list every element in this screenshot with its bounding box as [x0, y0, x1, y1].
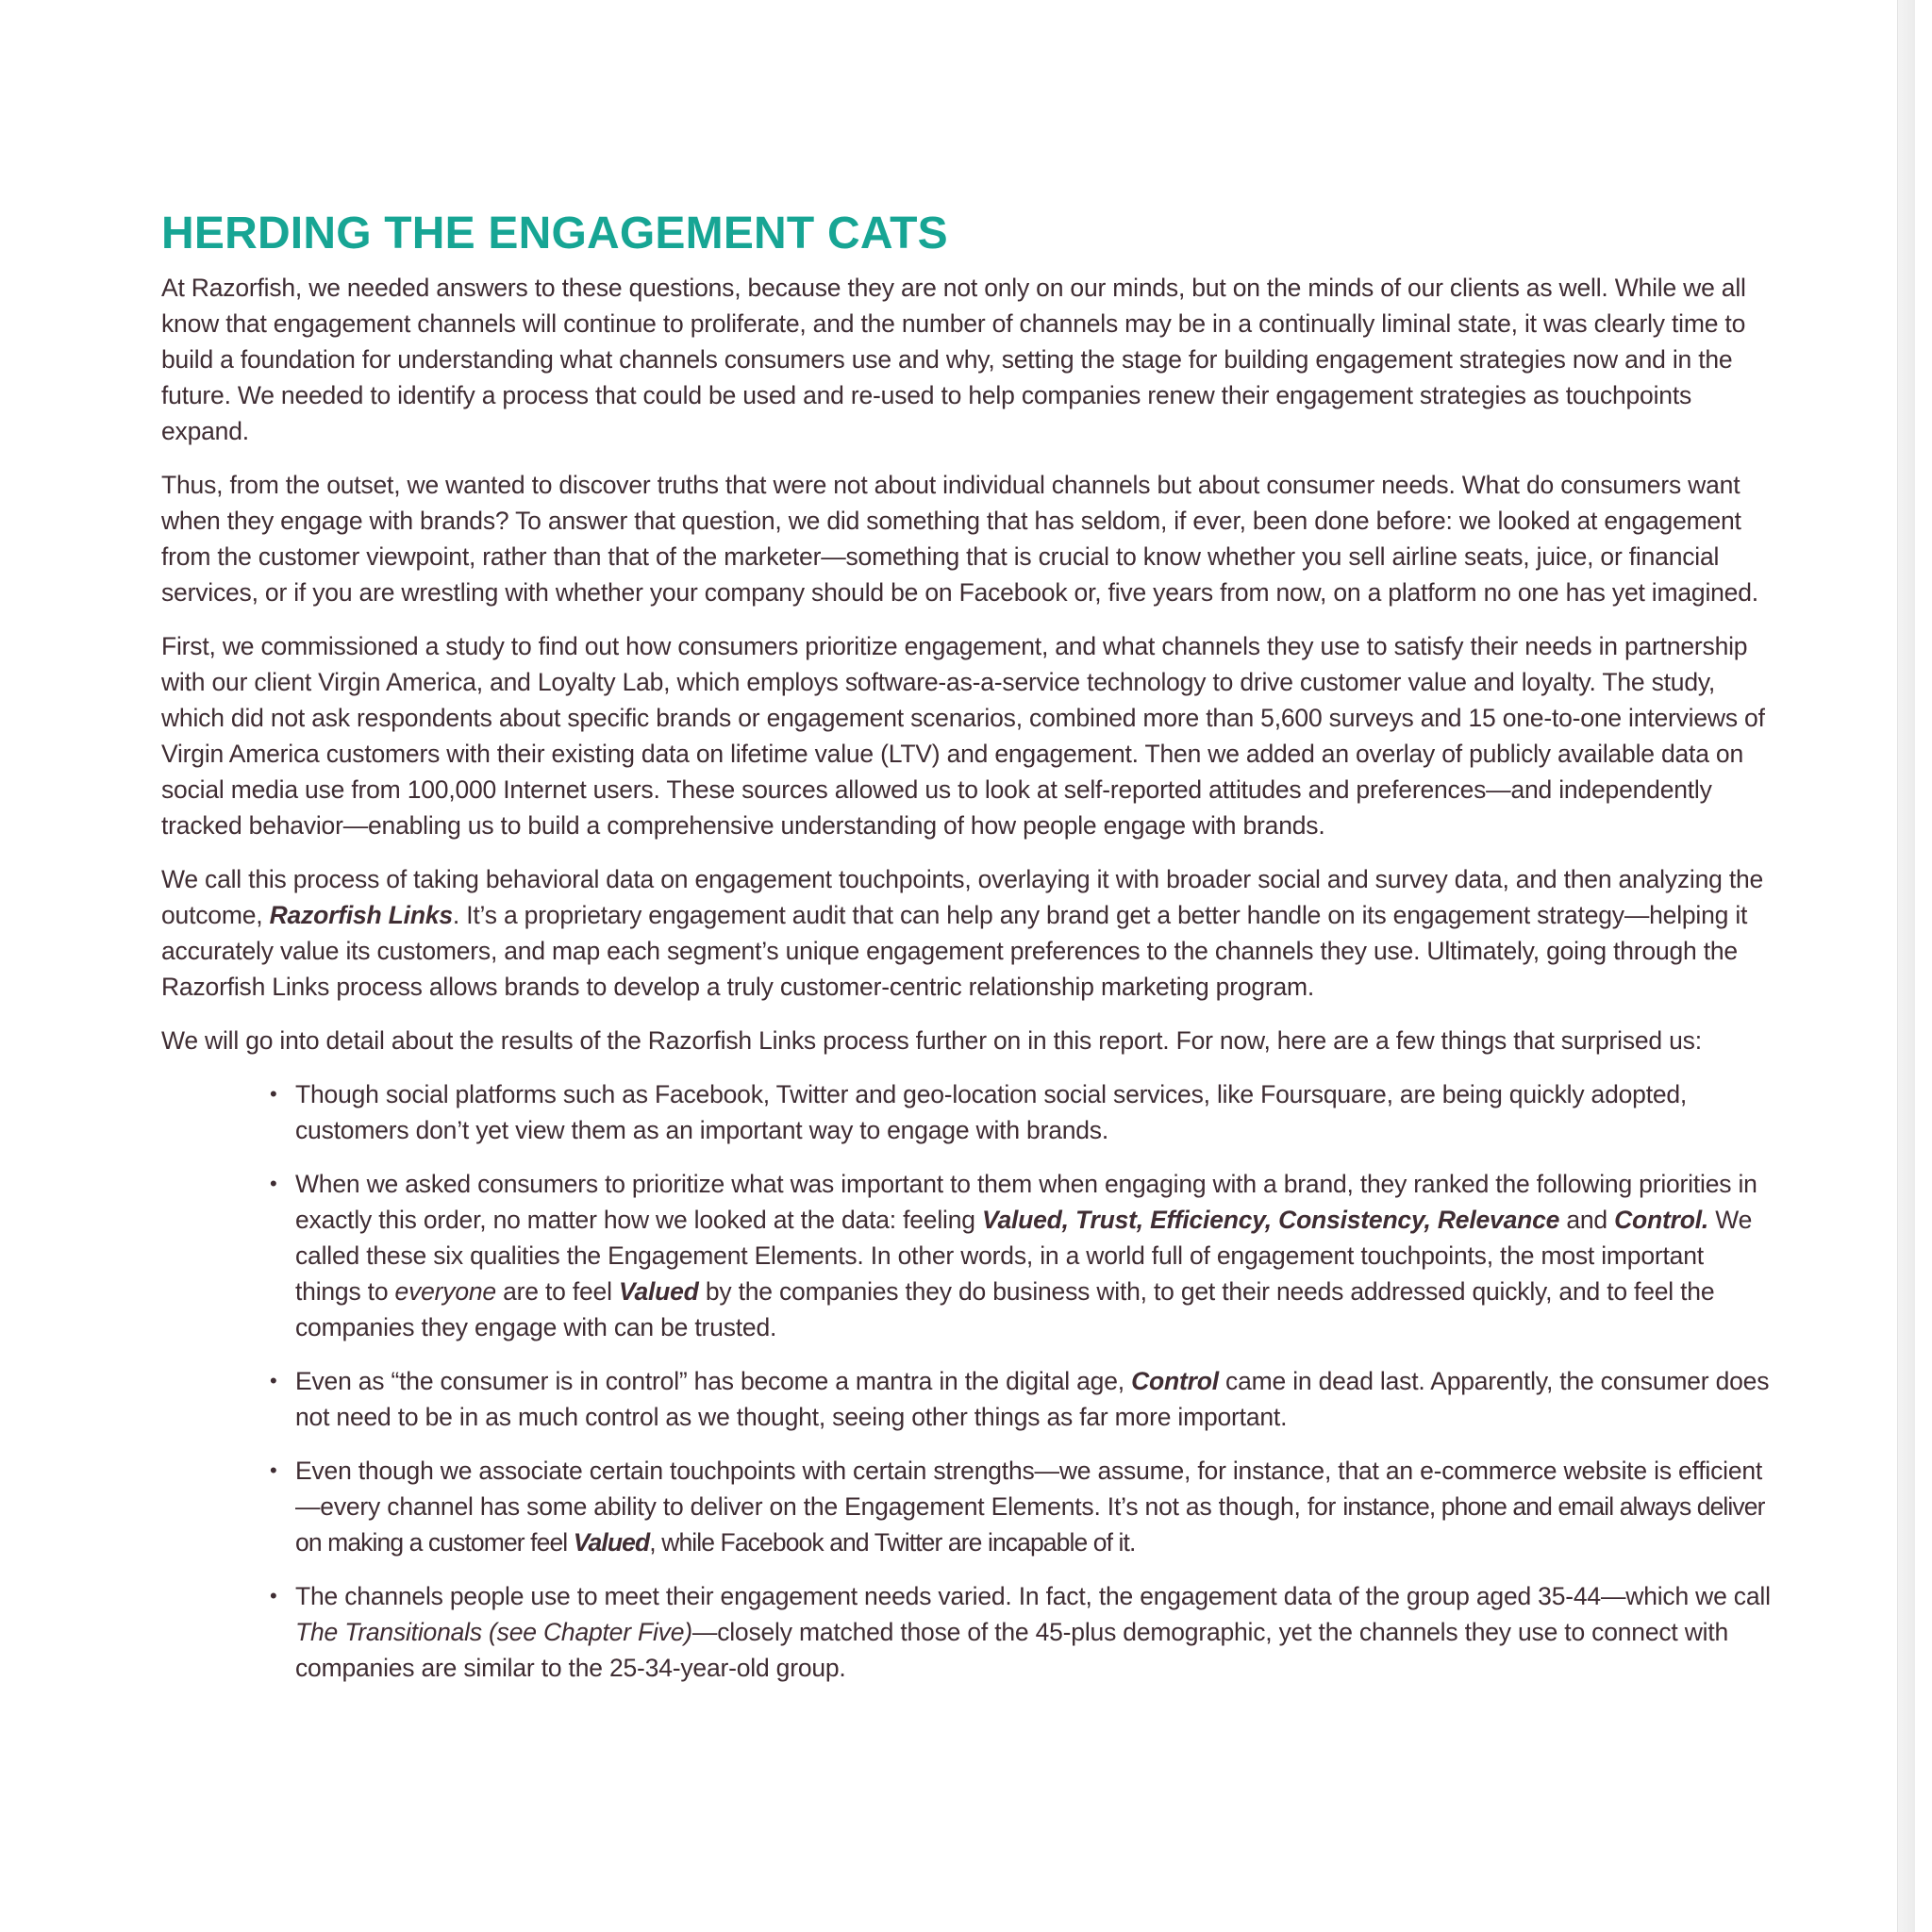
text-run: are to feel [495, 1277, 619, 1306]
list-item-text: Though social platforms such as Facebook, Twitter and geo-location social services, like Foursquare, are being quickly adopted, customers don’t yet view them as an important way to engage with brands. [295, 1080, 1688, 1144]
text-run: by the companies they do business with, to get their needs addressed quickly, and to feel the companies they engage with can be trusted. [295, 1277, 1715, 1341]
text-run: We call this process of taking behavioral data on engagement touchpoints, overlaying it with broader social and survey data, and then analyzing the outcome, [161, 865, 1764, 929]
list-item [270, 1453, 1774, 1560]
page-edge [1897, 0, 1915, 1932]
bullet-marker: • [270, 1082, 277, 1106]
emphasis-everyone: everyone [394, 1277, 496, 1306]
bullet-marker: • [270, 1458, 277, 1482]
bullet-marker: • [270, 1584, 277, 1607]
text-run: Even as “the consumer is in control” has become a mantra in the digital age, [295, 1367, 1132, 1395]
paragraph-study: First, we commissioned a study to find out how consumers prioritize engagement, and what channels they use to satisfy their needs in partnership with our client Virgin America, and Loyalty Lab, which employs software-as-a-service technology to drive customer value and loyalty. The study, which did not ask respondents about specific brands or engagement scenarios, combined more than 5,600 surveys and 15 one-to-one interviews of Virgin America customers with their existing data on lifetime value (LTV) and engagement. Then we added an overlay of publicly available data on social media use from 100,000 Internet users. These sources allowed us to look at self-reported attitudes and preferences—and independently tracked behavior—enabling us to build a comprehensive understanding of how people engage with brands. [161, 632, 1765, 840]
text-run: The channels people use to meet their engagement needs varied. In fact, the engagement data of the group aged 35-44—which we call [295, 1582, 1771, 1610]
emphasis-engagement-elements: Valued, Trust, Efficiency, Consistency, Relevance [981, 1206, 1560, 1234]
list-item [270, 1363, 1774, 1435]
list-item [270, 1578, 1774, 1686]
emphasis-control: Control [1131, 1367, 1219, 1395]
paragraph-razorfish-links [161, 861, 1774, 1005]
findings-list [161, 1076, 1774, 1686]
text-run: We called these six qualities the Engagement Elements. In other words, in a world full of engagement touchpoints, the most important things to [295, 1206, 1753, 1306]
bullet-marker: • [270, 1369, 277, 1392]
text-run: Even though we associate certain touchpoints with certain strengths—we assume, for instance, that an e-commerce website is efficient—every channel has some ability to deliver on the Engagement Elements. It’s not as though, for [295, 1457, 1763, 1521]
paragraph-surprises-intro: We will go into detail about the results of the Razorfish Links process further on in this report. For now, here are a few things that surprised us: [161, 1026, 1702, 1055]
text-run: came in dead last. Apparently, the consumer does not need to be in as much control as we thought, seeing other things as far more important. [295, 1367, 1770, 1431]
article-body [161, 206, 1774, 1704]
bullet-marker: • [270, 1172, 277, 1195]
emphasis-valued: Valued [618, 1277, 699, 1306]
list-item [270, 1076, 1774, 1148]
text-run: and [1559, 1206, 1615, 1234]
text-run: —closely matched those of the 45-plus demographic, yet the channels they use to connect with companies are similar to the 25-34-year-old group. [295, 1618, 1729, 1682]
list-item [270, 1166, 1774, 1345]
emphasis-razorfish-links: Razorfish Links [269, 901, 453, 929]
paragraph-consumer-needs: Thus, from the outset, we wanted to discover truths that were not about individual channels but about consumer needs. What do consumers want when they engage with brands? To answer that question, we did something that has seldom, if ever, been done before: we looked at engagement from the customer viewpoint, rather than that of the marketer—something that is crucial to know whether you sell airline seats, juice, or financial services, or if you are wrestling with whether your company should be on Facebook or, five years from now, on a platform no one has yet imagined. [161, 471, 1758, 607]
emphasis-transitionals: The Transitionals (see Chapter Five) [295, 1618, 692, 1646]
section-heading: HERDING THE ENGAGEMENT CATS [161, 208, 948, 258]
text-run: . It’s a proprietary engagement audit that can help any brand get a better handle on its engagement strategy—helping it accurately value its customers, and map each segment’s unique engagement preferences to the channels they use. Ultimately, going through the Razorfish Links process allows brands to develop a truly customer-centric relationship marketing program. [161, 901, 1748, 1001]
text-run: instance, phone and email always deliver on making a customer feel [295, 1492, 1765, 1557]
emphasis-valued: Valued [573, 1528, 650, 1557]
text-run: When we asked consumers to prioritize what was important to them when engaging with a brand, they ranked the following priorities in exactly this order, no matter how we looked at the data: feeling [295, 1170, 1757, 1234]
emphasis-control: Control. [1614, 1206, 1709, 1234]
text-run: , while Facebook and Twitter are incapable of it. [649, 1528, 1136, 1557]
paragraph-intro: At Razorfish, we needed answers to these questions, because they are not only on our minds, but on the minds of our clients as well. While we all know that engagement channels will continue to proliferate, and the number of channels may be in a continually liminal state, it was clearly time to build a foundation for understanding what channels consumers use and why, setting the stage for building engagement strategies now and in the future. We needed to identify a process that could be used and re-used to help companies renew their engagement strategies as touchpoints expand. [161, 274, 1746, 445]
